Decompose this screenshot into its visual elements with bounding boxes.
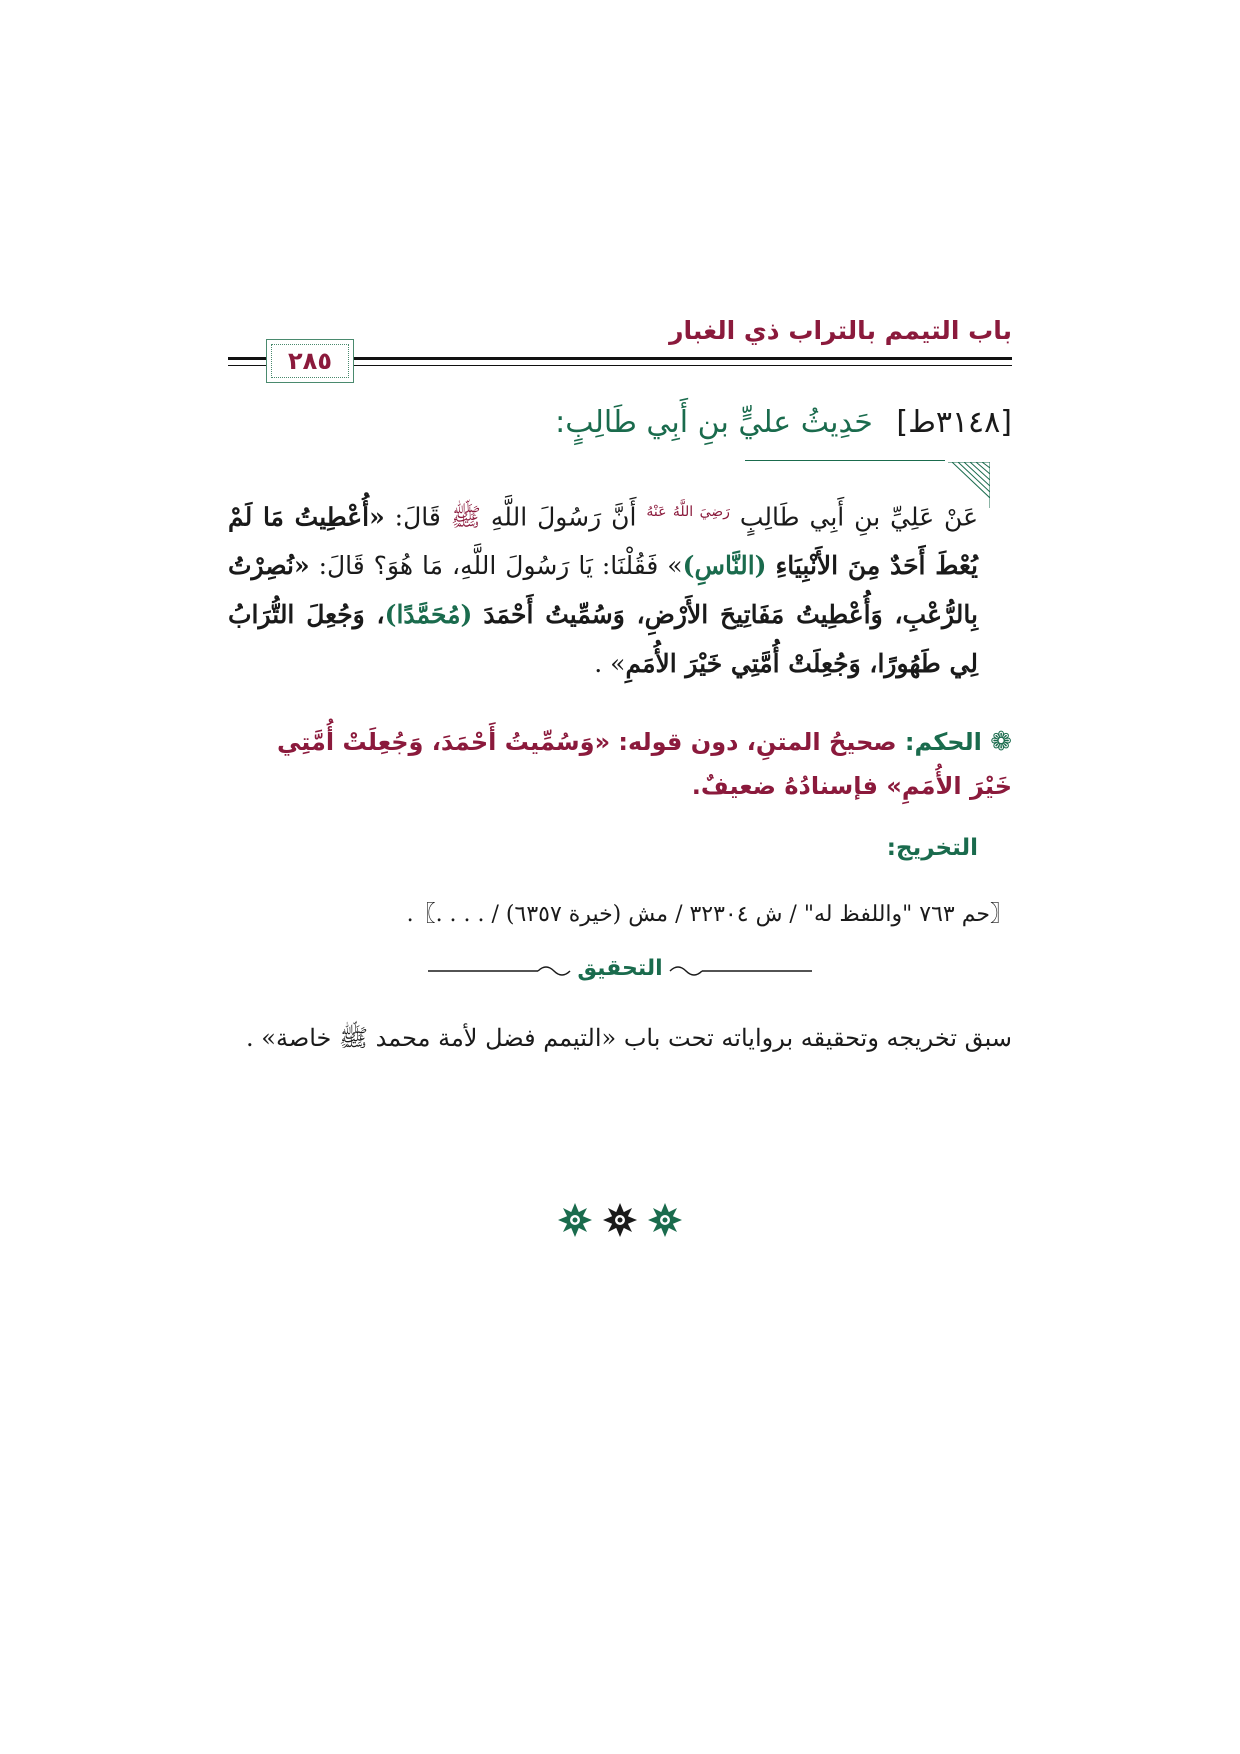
ruling-text: صحيحُ المتنِ، دون قوله: «وَسُمِّيتُ أَحْمَدَ، وَجُعِلَتْ أُمَّتِي خَيْرَ الأُمَمِ» فإسنادُهُ ضعيفٌ. [276,728,1012,800]
title-underline [745,460,945,461]
tahqiq-heading: التحقيق [577,956,663,981]
matn-bold: «نُصِرْتُ بِالرُّعْبِ، وَأُعْطِيتُ مَفَاتِيحَ الأَرْضِ، وَسُمِّيتُ أَحْمَدَ [228,551,978,630]
matn-text: قَالَ: [394,502,441,532]
tahqiq-divider [428,956,812,986]
running-title: باب التيمم بالتراب ذي الغبار [669,316,1012,345]
hadith-title: حَدِيثُ عليٍّ بنِ أَبِي طَالِبٍ: [555,405,873,440]
hadith-heading [555,405,1012,440]
matn-text: أَنَّ رَسُولَ اللَّهِ [490,502,637,532]
takhrij-line: 〖حم ٧٦٣ "واللفظ له" / ش ٣٢٣٠٤ / مش (خيرة ٦٣٥٧) / . . . .〗. [406,902,1012,927]
matn-bold: «أُعْطِيتُ مَا لَمْ يُعْطَ أَحَدٌ مِنَ الأَنْبِيَاءِ [228,502,978,581]
matn-variant: (مُحَمَّدًا) [384,600,473,630]
end-ornament-icon [555,1200,685,1240]
hadith-matn [228,488,978,688]
page-number: ٢٨٥ [288,347,332,375]
matn-bold: ، وَجُعِلَ التُّرَابُ لِي طَهُورًا، وَجُعِلَتْ أُمَّتِي خَيْرَ الأُمَمِ [228,600,978,679]
matn-text: » فَقُلْنَا: يَا رَسُولَ اللَّهِ، مَا هُوَ؟ قَالَ: [318,551,683,581]
matn-variant: (النَّاسِ) [682,551,767,581]
takhrij-heading: التخريج: [886,835,978,861]
ruling-label: الحكم: [904,728,982,756]
matn-text: » . [594,649,626,679]
tahqiq-text: سبق تخريجه وتحقيقه برواياته تحت باب «التيمم فضل لأمة محمد ﷺ خاصة» . [246,1024,1012,1052]
page-number-box [266,339,354,383]
ruling [228,720,1012,808]
hadith-id: [٣١٤٨ط] [896,405,1012,440]
flower-icon: ❁ [990,727,1012,757]
matn-text: عَنْ عَلِيِّ بنِ أَبِي طَالِبٍ [739,502,978,532]
honorific-radi: رَضِيَ اللَّهُ عَنْهُ [646,504,730,520]
honorific-salla: ﷺ [450,502,481,532]
